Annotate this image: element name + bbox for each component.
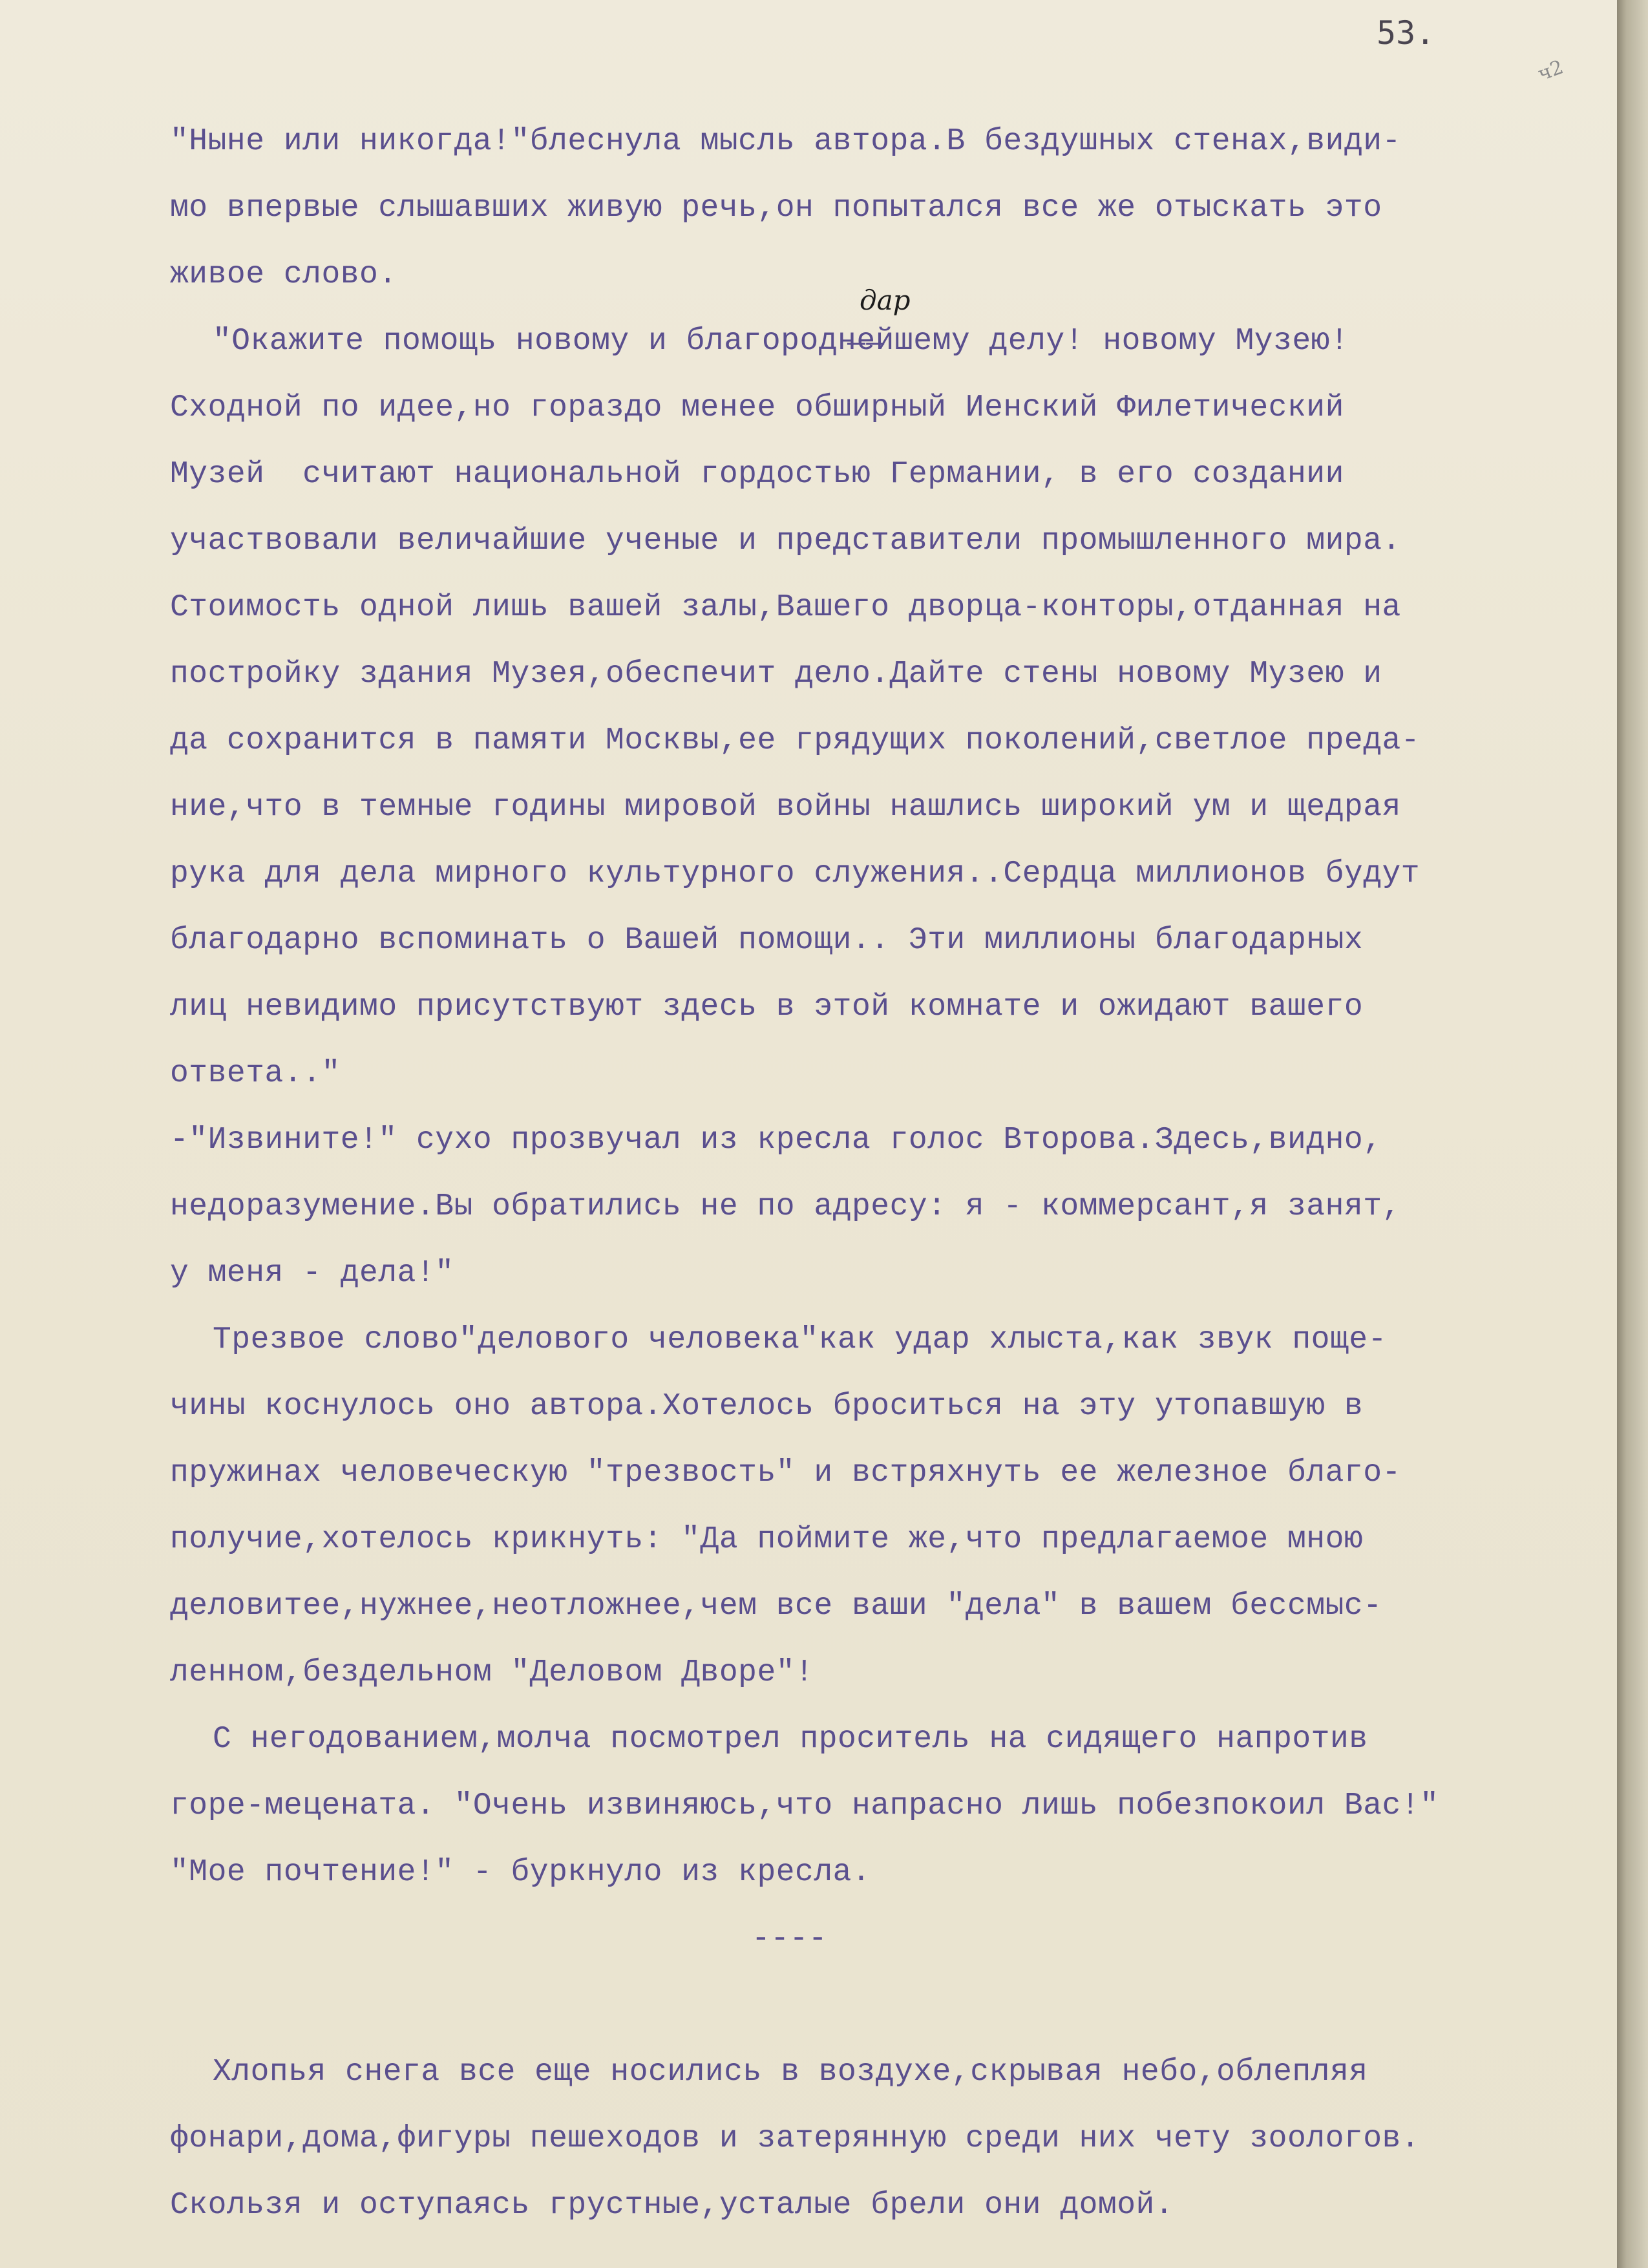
text-line: благодарно вспоминать о Вашей помощи.. Эти миллионы благодарных xyxy=(170,923,1364,958)
text-line: да сохранится в памяти Москвы,ее грядущих поколений,светлое преда- xyxy=(170,723,1421,758)
text-line: рука для дела мирного культурного служения..Сердца миллионов будут xyxy=(170,856,1421,891)
text-line: Скользя и оступаясь грустные,усталые брели они домой. xyxy=(170,2188,1174,2223)
text-line: -"Извините!" сухо прозвучал из кресла голос Второва.Здесь,видно, xyxy=(170,1123,1382,1158)
text-line: деловитее,нужнее,неотложнее,чем все ваши "дела" в вашем бессмыс- xyxy=(170,1589,1382,1624)
text-line: мо впервые слышавших живую речь,он попытался все же отыскать это xyxy=(170,191,1382,226)
text-line: С негодованием,молча посмотрел проситель на сидящего напротив xyxy=(213,1722,1368,1757)
text-line: горе-мецената. "Очень извиняюсь,что напрасно лишь побезпокоил Вас!" xyxy=(170,1788,1439,1823)
page-number: 53. xyxy=(1377,14,1435,52)
section-divider: ---- xyxy=(752,1922,828,1956)
typed-text-body xyxy=(170,109,1618,2239)
text-line: "Окажите помощь новому и благородн̶е̶йшему делу! новому Музею! xyxy=(213,324,1349,359)
text-line: пружинах человеческую "трезвость" и встряхнуть ее железное благо- xyxy=(170,1456,1401,1490)
text-line: фонари,дома,фигуры пешеходов и затерянную среди них чету зоологов. xyxy=(170,2121,1421,2156)
handwritten-insertion: дар xyxy=(860,284,911,316)
text-line: участвовали величайшие ученые и представители промышленного мира. xyxy=(170,524,1401,558)
text-line: чины коснулось оно автора.Хотелось броситься на эту утопавшую в xyxy=(170,1389,1364,1424)
text-line: ответа.." xyxy=(170,1056,341,1091)
text-line: "Мое почтение!" - буркнуло из кресла. xyxy=(170,1855,871,1890)
text-line: постройку здания Музея,обеспечит дело.Дайте стены новому Музею и xyxy=(170,657,1382,692)
text-line: ленном,бездельном "Деловом Дворе"! xyxy=(170,1655,814,1690)
text-line: Трезвое слово"делового человека"как удар хлыста,как звук поще- xyxy=(213,1322,1387,1357)
text-line: ние,что в темные годины мировой войны нашлись широкий ум и щедрая xyxy=(170,790,1401,825)
text-line: у меня - дела!" xyxy=(170,1256,454,1291)
text-line: Музей считают национальной гордостью Германии, в его создании xyxy=(170,457,1344,492)
text-line: живое слово. xyxy=(170,257,397,292)
page-edge-shadow xyxy=(1617,0,1648,2268)
text-line: получие,хотелось крикнуть: "Да поймите же,что предлагаемое мною xyxy=(170,1522,1364,1557)
text-line: недоразумение.Вы обратились не по адресу: я - коммерсант,я занят, xyxy=(170,1189,1401,1224)
text-line: Стоимость одной лишь вашей залы,Вашего дворца-конторы,отданная на xyxy=(170,590,1401,625)
text-line: лиц невидимо присутствуют здесь в этой комнате и ожидают вашего xyxy=(170,990,1364,1024)
pencil-margin-mark: ч2 xyxy=(1535,56,1567,86)
text-line: Хлопья снега все еще носились в воздухе,скрывая небо,облепляя xyxy=(213,2055,1368,2090)
text-line: Сходной по идее,но гораздо менее обширный Иенский Филетический xyxy=(170,390,1344,425)
spacer xyxy=(170,1973,1618,2039)
text-line: "Ныне или никогда!"блеснула мысль автора.В бездушных стенах,види- xyxy=(170,124,1401,159)
